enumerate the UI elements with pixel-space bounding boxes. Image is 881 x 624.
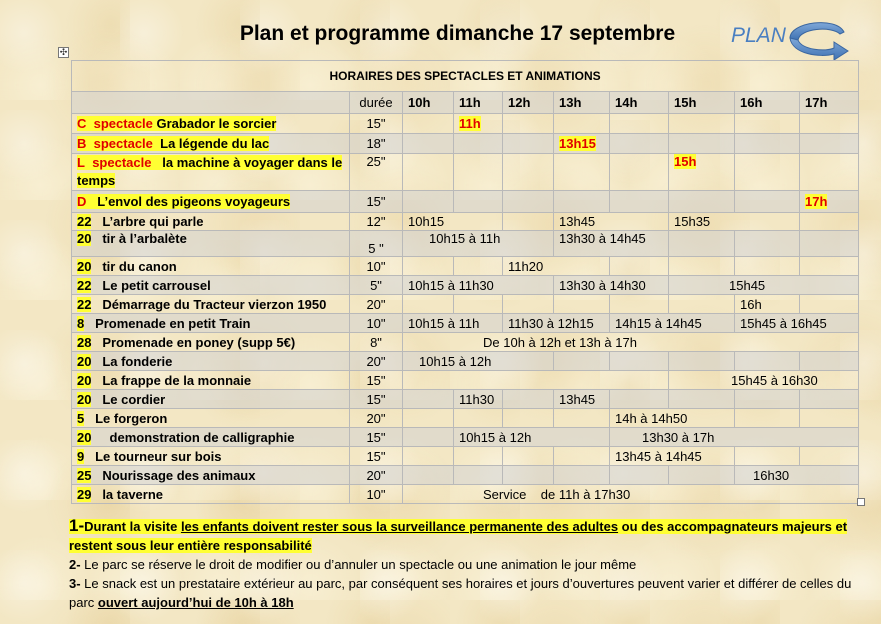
activity-name: 20 La frappe de la monnaie	[72, 371, 350, 390]
time-cell: 15h45	[669, 276, 859, 295]
duration: 5 "	[350, 231, 403, 257]
time-cell: 11h30 à 12h15	[503, 314, 610, 333]
activity-name: 20 tir du canon	[72, 257, 350, 276]
table-row	[72, 295, 859, 314]
notes-section	[69, 516, 859, 612]
time-cell: 10h15	[403, 213, 503, 231]
time-cell: 15h45 à 16h30	[669, 371, 859, 390]
table-resize-handle[interactable]	[857, 498, 865, 506]
activity-name: 20 La fonderie	[72, 352, 350, 371]
time-cell: 11h20	[503, 257, 610, 276]
duration: 15"	[350, 447, 403, 466]
column-header: 13h	[554, 92, 610, 114]
show-time: 17h	[805, 194, 828, 209]
time-cell: 13h30 à 14h30	[554, 276, 669, 295]
activity-name: 29 la taverne	[72, 485, 350, 504]
table-row	[72, 154, 859, 191]
table-move-handle[interactable]: ✣	[59, 47, 68, 57]
schedule-table	[71, 60, 859, 504]
activity-name: 28 Promenade en poney (supp 5€)	[72, 333, 350, 352]
activity-name: 22 L’arbre qui parle	[72, 213, 350, 231]
table-row	[72, 231, 859, 257]
duration: 12"	[350, 213, 403, 231]
time-cell: 14h à 14h50	[610, 409, 735, 428]
time-cell: 10h15 à 11h	[403, 314, 503, 333]
column-header: 14h	[610, 92, 669, 114]
duration: 20"	[350, 295, 403, 314]
note-2: 2- Le parc se réserve le droit de modifier ou d’annuler un spectacle ou une animation le jour même	[69, 557, 637, 572]
table-row	[72, 333, 859, 352]
activity-name: 9 Le tourneur sur bois	[72, 447, 350, 466]
show-time: 11h	[459, 116, 481, 131]
page-title: Plan et programme dimanche 17 septembre	[239, 22, 676, 45]
table-row	[72, 314, 859, 333]
duration: 18"	[350, 134, 403, 154]
duration: 10"	[350, 314, 403, 333]
table-row	[72, 485, 859, 504]
activity-name: 8 Promenade en petit Train	[72, 314, 350, 333]
duration: 15"	[350, 114, 403, 134]
table-row	[72, 114, 859, 134]
time-cell: 10h15 à 11h	[403, 231, 554, 257]
plan-link[interactable]	[726, 18, 854, 60]
activity-name: 22 Démarrage du Tracteur vierzon 1950	[72, 295, 350, 314]
plan-label: PLAN	[731, 24, 786, 47]
time-cell: 10h15 à 12h	[403, 352, 554, 371]
time-cell: 16h	[735, 295, 800, 314]
column-header: 15h	[669, 92, 735, 114]
show-time: 13h15	[559, 136, 596, 151]
note-3: 3- Le snack est un prestataire extérieur au parc, par conséquent ses horaires et jours d’ouvertures peuvent varier et différer de celles du parc ouvert aujourd’hui de 10h à 18h	[69, 576, 852, 610]
column-header: 10h	[403, 92, 454, 114]
table-heading: HORAIRES DES SPECTACLES ET ANIMATIONS	[72, 61, 859, 92]
table-row	[72, 371, 859, 390]
activity-name: D L’envol des pigeons voyageurs	[72, 191, 350, 213]
table-row	[72, 134, 859, 154]
activity-name: 20 Le cordier	[72, 390, 350, 409]
column-header: 17h	[800, 92, 859, 114]
time-cell: 13h45	[554, 213, 669, 231]
activity-name: B spectacle La légende du lac	[72, 134, 350, 154]
activity-name: 5 Le forgeron	[72, 409, 350, 428]
table-row	[72, 213, 859, 231]
activity-name: C spectacle Grabador le sorcier	[72, 114, 350, 134]
activity-name: 20 demonstration de calligraphie	[72, 428, 350, 447]
time-cell: 13h45 à 14h45	[610, 447, 735, 466]
time-cell: 14h15 à 14h45	[610, 314, 735, 333]
table-header-row	[72, 92, 859, 114]
column-header: durée	[350, 92, 403, 114]
duration: 5"	[350, 276, 403, 295]
column-header: 12h	[503, 92, 554, 114]
duration: 10"	[350, 257, 403, 276]
table-row	[72, 390, 859, 409]
show-time: 15h	[674, 154, 697, 169]
table-row	[72, 466, 859, 485]
table-row	[72, 191, 859, 213]
activity-name: 22 Le petit carrousel	[72, 276, 350, 295]
duration: 15"	[350, 371, 403, 390]
duration: 15"	[350, 191, 403, 213]
curved-arrow-icon	[786, 18, 852, 60]
duration: 20"	[350, 466, 403, 485]
time-cell: 16h30	[735, 466, 859, 485]
time-cell: 10h15 à 12h	[454, 428, 610, 447]
table-row	[72, 352, 859, 371]
time-cell: 13h30 à 14h45	[554, 231, 669, 257]
duration: 15"	[350, 390, 403, 409]
time-cell: 15h35	[669, 213, 800, 231]
table-row	[72, 409, 859, 428]
table-heading-row	[72, 61, 859, 92]
duration: 25"	[350, 154, 403, 191]
header-empty	[72, 92, 350, 114]
table-row	[72, 428, 859, 447]
time-cell: 11h30	[454, 390, 503, 409]
duration: 8"	[350, 333, 403, 352]
duration: 15"	[350, 428, 403, 447]
duration: 20"	[350, 352, 403, 371]
table-row	[72, 276, 859, 295]
time-cell: 15h45 à 16h45	[735, 314, 859, 333]
column-header: 11h	[454, 92, 503, 114]
time-cell: 13h30 à 17h	[610, 428, 859, 447]
column-header: 16h	[735, 92, 800, 114]
time-cell: 10h15 à 11h30	[403, 276, 554, 295]
table-row	[72, 257, 859, 276]
activity-name: L spectacle la machine à voyager dans le temps	[72, 154, 350, 191]
note-1: 1-Durant la visite les enfants doivent rester sous la surveillance permanente des adultes ou des accompagnateurs majeurs et restent sous leur entière responsabilité	[69, 516, 848, 553]
duration: 20"	[350, 409, 403, 428]
table-row	[72, 447, 859, 466]
time-cell: 13h45	[554, 390, 610, 409]
activity-name: 20 tir à l’arbalète	[72, 231, 350, 257]
activity-name: 25 Nourissage des animaux	[72, 466, 350, 485]
duration: 10"	[350, 485, 403, 504]
time-cell: Service de 11h à 17h30	[403, 485, 859, 504]
time-cell: De 10h à 12h et 13h à 17h	[403, 333, 859, 352]
